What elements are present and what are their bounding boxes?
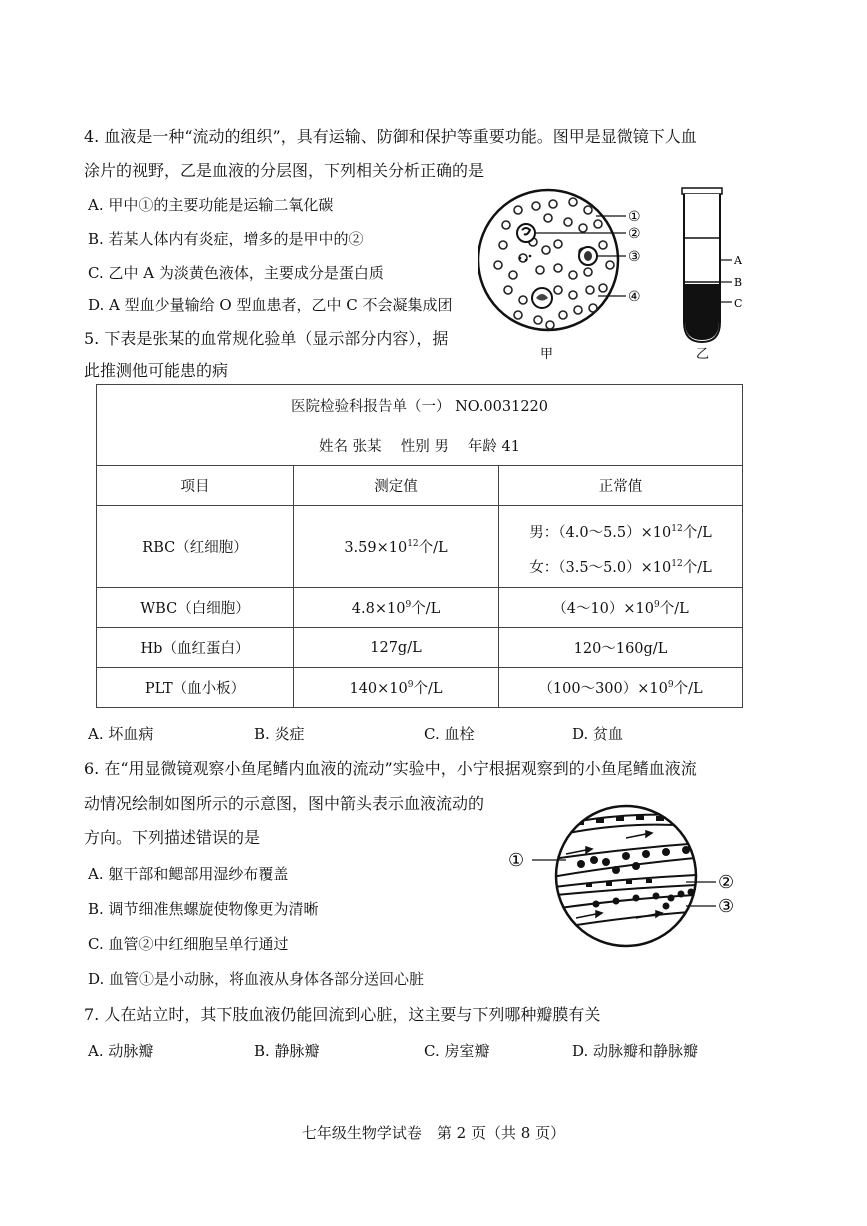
table-row [97, 628, 743, 668]
q6-option-a: A. 躯干部和鳃部用湿纱布覆盖 [88, 865, 289, 883]
report-title: 医院检验科报告单（一） NO.0031220 [97, 385, 743, 426]
vessel-label-3: ③ [718, 896, 735, 917]
q6-stem-line3: 方向。下列描述错误的是 [84, 828, 261, 847]
page-footer: 七年级生物学试卷 第 2 页（共 8 页） [301, 1124, 566, 1142]
lab-report-table [96, 384, 743, 708]
header-normal: 正常值 [499, 466, 743, 506]
q5-stem-line2: 此推测他可能患的病 [84, 361, 229, 380]
rbc-normal: 男：$(4.0\sim 5.5)\times 10^{12}$个/L 女：$(3.5\sim 5.0)\times 10^{12}$个/L [499, 506, 743, 588]
q5-option-a: A. 坏血病 [88, 725, 154, 743]
table-row [97, 668, 743, 708]
q6-option-d: D. 血管①是小动脉，将血液从身体各部分送回心脏 [88, 970, 425, 988]
q7-option-d: D. 动脉瓣和静脉瓣 [572, 1042, 699, 1060]
smear-label-2: ② [628, 226, 641, 242]
plt-value: $140\times 10^9$个/L [294, 668, 499, 708]
header-item: 项目 [97, 466, 294, 506]
test-tube-figure [668, 182, 758, 364]
q6-stem-line2: 动情况绘制如图所示的示意图，图中箭头表示血液流动的 [84, 794, 485, 813]
table-row [97, 506, 743, 588]
plt-item: PLT（血小板） [97, 668, 294, 708]
tube-label-a: A [734, 254, 742, 267]
header-value: 测定值 [294, 466, 499, 506]
q4-option-b: B. 若某人体内有炎症，增多的是甲中的② [88, 230, 364, 248]
hb-normal: 120～160g/L [499, 628, 743, 668]
report-patient: 姓名 张某 性别 男 年龄 41 [97, 425, 743, 466]
smear-label-1: ① [628, 209, 641, 225]
q4-option-a: A. 甲中①的主要功能是运输二氧化碳 [88, 196, 334, 214]
hb-value: 127g/L [294, 628, 499, 668]
q5-option-d: D. 贫血 [572, 725, 624, 743]
wbc-value: $4.8\times 10^9$个/L [294, 588, 499, 628]
rbc-value: $3.59\times 10^{12}$个/L [294, 506, 499, 588]
q5-option-b: B. 炎症 [254, 725, 305, 743]
wbc-item: WBC（白细胞） [97, 588, 294, 628]
tube-label-c: C [734, 297, 743, 310]
vessel-label-1: ① [508, 850, 525, 871]
q4-option-c: C. 乙中 A 为淡黄色液体，主要成分是蛋白质 [88, 264, 384, 282]
q4-option-d: D. A 型血少量输给 O 型血患者，乙中 C 不会凝集成团 [88, 296, 453, 314]
q5-option-c: C. 血栓 [424, 725, 475, 743]
fig-yi-caption: 乙 [696, 347, 710, 362]
q7-option-a: A. 动脉瓣 [88, 1042, 154, 1060]
q6-stem-line1: 6. 在“用显微镜观察小鱼尾鳍内血液的流动”实验中，小宁根据观察到的小鱼尾鳍血液流 [84, 759, 697, 778]
rbc-item: RBC（红细胞） [97, 506, 294, 588]
blood-smear-figure [478, 180, 678, 362]
table-row [97, 588, 743, 628]
q4-stem-line1: 4. 血液是一种“流动的组织”，具有运输、防御和保护等重要功能。图甲是显微镜下人血 [84, 127, 697, 146]
smear-label-3: ③ [628, 249, 641, 265]
tube-label-b: B [734, 276, 743, 289]
q6-option-c: C. 血管②中红细胞呈单行通过 [88, 935, 289, 953]
fish-tail-vessel-figure [506, 798, 746, 958]
q6-option-b: B. 调节细准焦螺旋使物像更为清晰 [88, 900, 319, 918]
q7-stem: 7. 人在站立时，其下肢血液仍能回流到心脏，这主要与下列哪种瓣膜有关 [84, 1005, 601, 1024]
fig-jia-caption: 甲 [540, 347, 554, 362]
plt-normal: $(100\sim 300)\times 10^9$个/L [499, 668, 743, 708]
wbc-normal: $(4\sim 10)\times 10^9$个/L [499, 588, 743, 628]
q4-stem-line2: 涂片的视野，乙是血液的分层图，下列相关分析正确的是 [84, 161, 485, 180]
hb-item: Hb（血红蛋白） [97, 628, 294, 668]
smear-label-4: ④ [628, 289, 641, 305]
q7-option-c: C. 房室瓣 [424, 1042, 490, 1060]
q5-stem-line1: 5. 下表是张某的血常规化验单（显示部分内容），据 [84, 329, 449, 348]
vessel-label-2: ② [718, 872, 735, 893]
q7-option-b: B. 静脉瓣 [254, 1042, 320, 1060]
